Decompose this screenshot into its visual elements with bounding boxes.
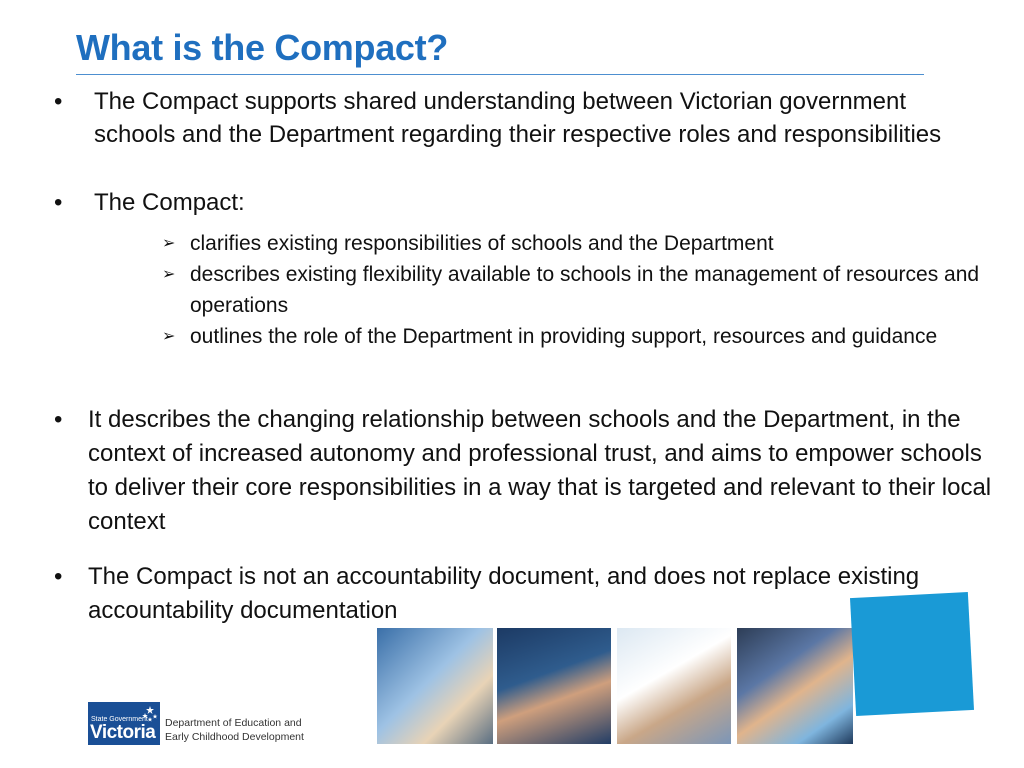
bullet-text: The Compact is not an accountability document, and does not replace existing accountability documentation bbox=[88, 563, 920, 624]
bullet-marker: • bbox=[54, 563, 63, 590]
arrow-bullet-icon: ➢ bbox=[162, 235, 176, 252]
arrow-bullet-icon: ➢ bbox=[162, 328, 176, 345]
arrow-bullet-icon: ➢ bbox=[162, 266, 176, 283]
sub-bullet-text: describes existing flexibility available to schools in the management of resources and operations bbox=[190, 263, 980, 317]
bullet-text: The Compact: bbox=[94, 189, 245, 216]
decorative-blue-square bbox=[850, 592, 974, 716]
sub-bullet-item-1 bbox=[162, 228, 992, 259]
bullet-item-1 bbox=[54, 85, 954, 151]
department-logo bbox=[88, 702, 318, 746]
sub-bullet-text: outlines the role of the Department in providing support, resources and guidance bbox=[190, 325, 938, 348]
department-name bbox=[165, 716, 325, 744]
bullet-marker: • bbox=[54, 88, 63, 115]
sub-bullet-item-2 bbox=[162, 259, 992, 321]
photo-student-science bbox=[377, 628, 493, 744]
sub-bullet-text: clarifies existing responsibilities of schools and the Department bbox=[190, 232, 774, 255]
photo-students-laptop bbox=[737, 628, 853, 744]
photo-student-lab bbox=[617, 628, 731, 744]
department-name-line-2: Early Childhood Development bbox=[165, 731, 304, 743]
bullet-marker: • bbox=[54, 406, 63, 433]
bullet-marker: • bbox=[54, 189, 63, 216]
title-underline bbox=[76, 74, 924, 75]
bullet-item-2 bbox=[54, 186, 954, 219]
victoria-logo-box bbox=[88, 702, 160, 745]
logo-state-government: State Government bbox=[91, 716, 148, 723]
photo-students-group bbox=[497, 628, 611, 744]
department-name-line-1: Department of Education and bbox=[165, 717, 302, 729]
sub-bullet-item-3 bbox=[162, 321, 992, 352]
bullet-text: The Compact supports shared understanding between Victorian government schools and the Department regarding their respective roles and responsibilities bbox=[94, 88, 942, 148]
bullet-text: It describes the changing relationship between schools and the Department, in the context of increased autonomy and professional trust, and aims to empower schools to deliver their core responsibilities in a way that is targeted and relevant to their local context bbox=[88, 406, 992, 535]
bullet-item-3 bbox=[54, 403, 994, 539]
logo-victoria: Victoria bbox=[90, 722, 156, 743]
slide-title: What is the Compact? bbox=[76, 27, 449, 68]
